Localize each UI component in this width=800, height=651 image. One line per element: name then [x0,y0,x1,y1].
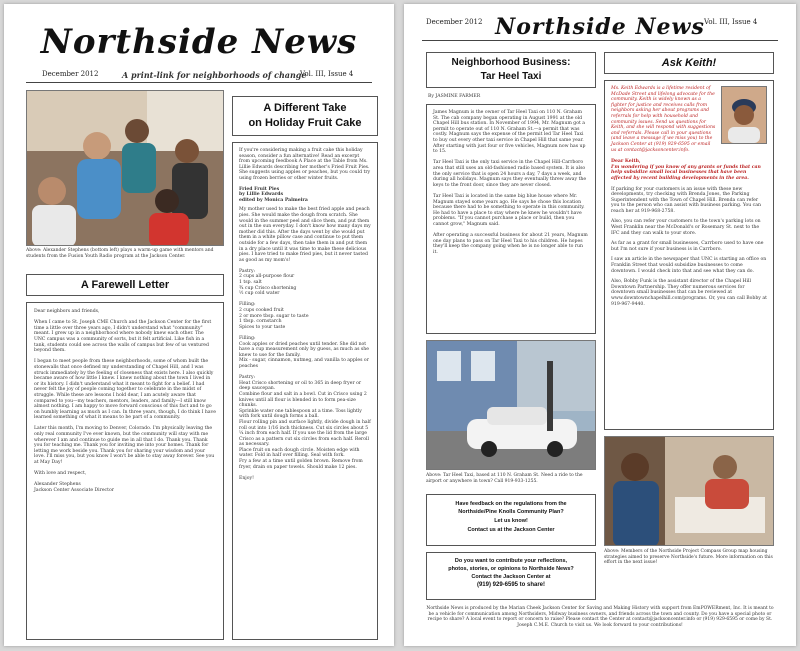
recipe-title: Fried Fruit Pies [239,186,280,192]
fruitcake-article [232,142,378,640]
keith-answer-4: I saw an article in the newspaper that UNC is starting an office on Franklin Street that would subsidize businesses to come downtown. I would check into that and see what they can do. [611,257,767,274]
feedback-line2: Northside/Pine Knolls Community Plan? [458,509,564,515]
header-rule [422,40,778,41]
masthead: Northside News [40,22,358,62]
business-body: James Magnum is the owner of Tar Heel Taxi on 110 N. Graham St. The cab company began operating in August 1991 at the old Chapel Hill bus station. In November of 1994, Mr. Magnum got a permit to operate out of 110 N. Graham St.—a permit that was costly. Magnum says the expense of the permit led Tar Heel Taxi to buy out every other taxi service in Chapel Hill that same year. After starting with just four or five vehicles, Magnum now has up to 15. Tar Heel Taxi is the only taxi service in the Chapel Hill-Carrboro area that still uses an old-fashioned radio based system. It is also the only service that is open 24 hours a day, 7 days a week, and during all holidays. Magnum says they eventually threw away the keys to the front door, since they are never closed. Tar Heel Taxi is located in the same big blue house where Mr. Magnum stayed some years ago. He says he chose this location because there had to be something to operate in this community. He had to have a place to stay where he knew he wouldn't have problems. "If you cannot purchase a place or build, then you cannot grow," Magnum said. After operating a successful business for about 21 years, Magnum one day plans to pass on Tar Heel Taxi to his children. He hopes they'll keep the company going when he is no longer able to run it. [433,110,588,255]
feedback-box [426,494,596,546]
feedback-line4: Contact us at the Jackson Center [467,527,555,533]
farewell-heading-box [26,274,224,296]
volume-issue: Vol. III, Issue 4 [300,70,354,78]
business-byline: By JASMINE FARMER [428,94,481,99]
footer-note: Northside News is produced by the Marian Cheek Jackson Center for Saving and Making History with support from EmPOWERment, Inc. It is meant to be a vehicle for communication among Northsiders, Midway business owners, and friends across the town and county. Do you have a special photo or recipe to share? A local event to report or concern to raise? Please contact the Center at contact@jacksoncenter.info or (919) 929-6595 or come by St. Joseph C.M.E. Church to visit us. We look forward to your contributions! [426,606,774,628]
taxi-photo [426,340,596,470]
contribute-line2: photos, stories, or opinions to Northside News? [448,566,574,572]
issue-date: December 2012 [42,70,99,78]
fruitcake-title-line2: on Holiday Fruit Cake [248,117,362,129]
keith-answer-3: As far as a grant for small businesses, Carrboro used to have one but I'm not sure if your business is in Carrboro. [611,241,764,252]
feedback-line3: Let us know! [494,518,528,524]
issue-date: December 2012 [426,18,483,26]
taxi-caption: Above: Tar Heel Taxi, based at 110 N. Graham St. Need a ride to the airport or anywhere in town? Call 919-933-1255. [426,473,583,484]
recipe-author: by Lillie Edwards [239,192,284,198]
compass-group-caption: Above: Members of the Northside Project Compass Group map housing strategies aimed to preserve Northside's future. More information on this effort in the next issue! [604,549,773,565]
fruitcake-intro: If you're considering making a fruit cake this holiday season, consider a fun alternative! Read an excerpt from upcoming feedbook A Place at the Table from Ms. Lillie Edwards describing her mother's Fried Fruit Pies. She suggests using apples or peaches, but you could try using frozen berries or other winter fruits. [239,148,371,181]
youth-radio-photo [26,90,224,246]
keith-answer-2: Also, you can refer your customers to the town's parking lots on West Franklin near the McDonald's or Rosemary St. next to the IFC and they can walk to your store. [611,219,761,236]
keith-column [604,80,774,430]
header-rule [26,82,372,83]
recipe-body: My mother used to make the best fried apple and peach pies. She would make the dough from scratch. She would in the summer peel and slice them, and put them out in the sun everyday. I don't know how many days my mother did this. After the days went by she would put them in a white pillow case and continue to put them outside for a few days, then take them in and put them in a dry place until it was time to make these delicious pies. I have tried to make fried pies, but it never tasted as good as my mom's! Pastry: 2 cups all-purpose flour 1 tsp. salt ¾ cup Crisco shortening ½ cup cold water Filling: 2 cups cooked fruit 2 or more tbsp. sugar to taste 1 tbsp. cornstarch Spices to your taste Filling: Cook apples or dried peaches until tender. She did not have a cup measurement only by guess, as much as she knew to use for the family. Mix - sugar, cinnamon, nutmeg, and vanilla to apples or peaches Pastry: Heat Crisco shortening or oil to 365 in deep fryer or deep saucepan. Combine flour and salt in a bowl. Cut in Crisco using 2 knives until all flour is blended in to form pea-size chunks. Sprinkle water one tablespoon at a time. Toss lightly with fork until dough forms a ball. Flour rolling pin and surface lightly, divide dough in half roll out into 1/16 inch thickness. Cut six circles about 5 ¼ inch from each half. If you use the lid from the large Crisco as a pattern cut six circles from each half. Reroll as necessary. Place fruit on each dough circle. Moisten edge with water. Fold in half over filling. Seal with fork. Fry a few at a time until golden brown. Remove from fryer, drain on paper towels. Should make 12 pies. Enjoy! [239,207,371,481]
fruitcake-heading-box [232,96,378,136]
youth-radio-caption: Above: Alexander Stephens (bottom left) plays a warm-up game with mentors and students from the Fusion Youth Radio program at the Jackson Center. [26,248,214,259]
farewell-title: A Farewell Letter [80,279,170,291]
contribute-line1: Do you want to contribute your reflections, [454,558,568,564]
business-heading-box [426,52,596,88]
contribute-box [426,552,596,600]
recipe-editor: edited by Monica Palmeira [239,197,308,203]
keith-intro: Ms. Keith Edwards is a lifetime resident of McDade Street and lifelong advocate for the community. Keith is widely known as a fighter for justice and receives calls from neighbors asking her about programs and referrals for help with household and community issues. Send us questions for Keith, and she will respond with suggestions and referrals. Please call in your questions (and leave a message if we miss you) to the Jackson Center at (919) 929-6595 or email us at contact@jacksoncenter.info. [611,86,716,153]
volume-issue: Vol. III, Issue 4 [704,18,758,26]
farewell-letter [26,302,224,640]
compass-group-photo [604,436,774,546]
masthead: Northside News [495,14,705,40]
fruitcake-title-line1: A Different Take [263,102,347,114]
keith-question: I'm wondering if you know of any grants or funds that can help subsidize small local businesses that have been affected by recent building developments in the area. [611,164,761,181]
business-title-line1: Neighborhood Business: [451,57,571,68]
contribute-line3: Contact the Jackson Center at [471,574,551,580]
page-one [4,4,394,646]
keith-salutation: Dear Keith, [611,159,641,165]
keith-answer-1: If parking for your customers is an issue with these new developments, try checking with Brenda Jones, the Parking Superintendent with the Town of Chapel Hill. Brenda can refer you to the person who can assist with business parking. You can reach her at 919-968-2758. [611,186,761,214]
feedback-line1: Have feedback on the regulations from the [455,501,567,507]
keith-title: Ask Keith! [661,57,717,69]
page-two [404,4,796,646]
business-title-line2: Tar Heel Taxi [480,71,542,82]
contribute-line4: (919) 929-6595 to share! [476,582,546,588]
tagline: A print-link for neighborhoods of change [122,70,307,80]
keith-portrait [721,86,767,144]
keith-heading-box [604,52,774,74]
keith-answer-5: Also, Bobby Funk is the assistant director of the Chapel Hill Downtown Partnership. They offer numerous services for downtown small businesses that can be reviewed at www.downtownchapelhill.com/programs. Or, you can call Bobby at 919-967-9440. [611,279,767,307]
business-article [426,104,596,334]
farewell-body: Dear neighbors and friends, When I came to St. Joseph CME Church and the Jackson Center for the first time a little over three years ago, I didn't understand what "community" meant. I grew up in a neighborhood where nobody knew each other. The UNC campus was a community of sorts, but it felt artificial. Like fish in a tank, students could see across the walls of campus but few of us ventured beyond them. I began to meet people from these neighborhoods, some of whom built the stonewalls that once defined my understanding of Chapel Hill, and I was struck immediately by the feeling of closeness that exists here. I also quickly became aware of how little I knew. I knew nothing about the town I lived in or its history. I didn't understand what it meant to fight for a belief. I had never felt the joy of people coming together to celebrate in the midst of struggle. While these are lessons I hold dear, I am acutely aware that compared to you—my teachers, mentors, leaders, and family—I still know almost nothing. I am happy to move forward conscious of this fact and to go on humbly learning as much as I can. In three years, though, I do think I have learned something of what it means to be part of a community. Later this month, I'm moving to Denver, Colorado. I'm physically leaving the only real community I've ever known, but the community will stay with me wherever I am and continue to guide me in all that I do. Thank you. Thank you for teaching me. Thank you for inviting me into your homes. Thank for letting me work beside you. Thank you for sharing your wisdom and your love. I'll miss you, but you know I won't be able to stay away forever. See you at May Day! With love and respect, Alexander Stephens Jackson Center Associate Director [34,309,216,493]
